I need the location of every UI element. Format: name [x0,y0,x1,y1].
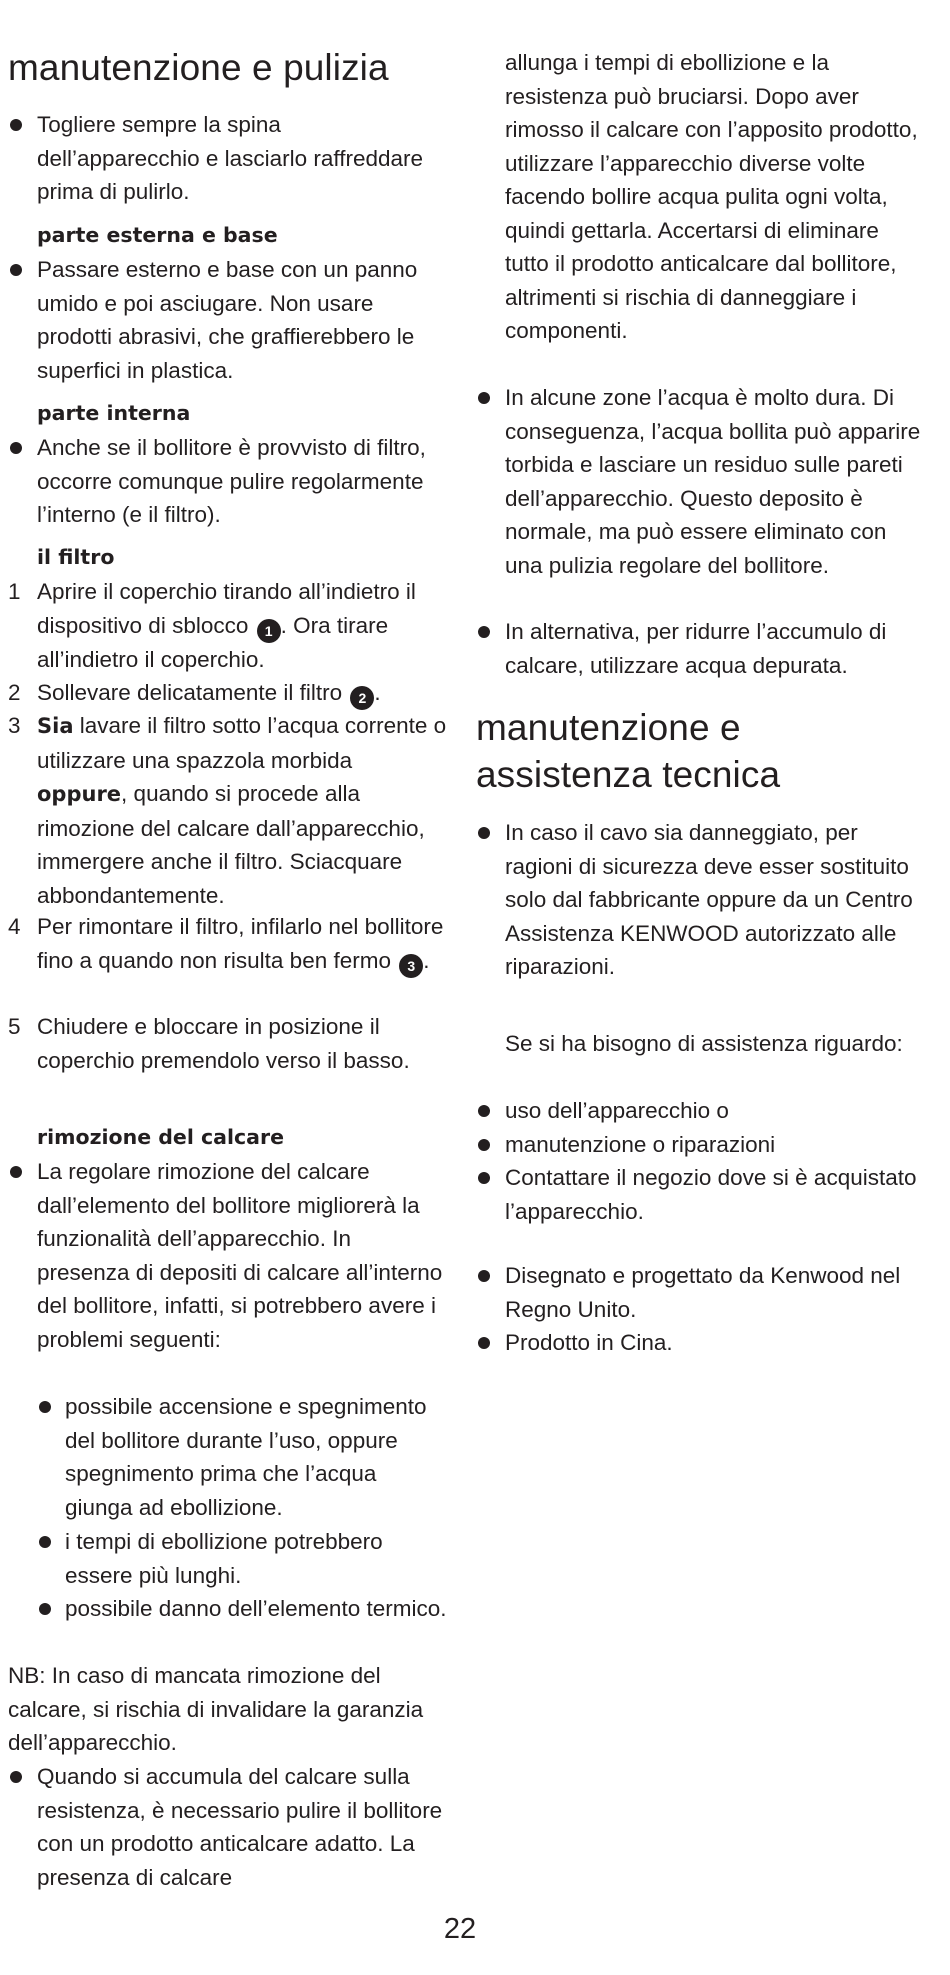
step-5: 5 Chiudere e bloccare in posizione il coperchio premendolo verso il basso. [8,1010,448,1077]
list-item: possibile accensione e spegnimento del bollitore durante l’uso, oppure spegnimento prima che l’acqua giunga ad ebollizione. [65,1394,427,1520]
nb-note: NB: In caso di mancata rimozione del calcare, si rischia di invalidare la garanzia dell’apparecchio. [8,1663,424,1755]
list-item: possibile danno dell’elemento termico. [65,1596,447,1621]
figure-ref-2: 2 [350,686,374,710]
list-item [8,1760,448,1894]
list-item [8,431,448,532]
intro-text: Togliere sempre la spina dell’apparecchio e lasciarlo raffreddare prima di pulirlo. [37,112,424,204]
figure-ref-1: 1 [257,619,281,643]
page-number: 22 [443,1913,477,1945]
descale-last-text: Quando si accumula del calcare sulla resistenza, è necessario pulire il bollitore con un prodotto anticalcare adatto. La presenza di calcare [37,1764,443,1890]
subheading-filter: il filtro [37,545,115,569]
subheading-descaling: rimozione del calcare [37,1125,285,1149]
exterior-text: Passare esterno e base con un panno umido e poi asciugare. Non usare prodotti abrasivi, che graffierebbero le superfici in plastica. [37,257,418,383]
step-1: 1 Aprire il coperchio tirando all’indietro il dispositivo di sblocco 1 . Ora tirare all’indietro il coperchio. [8,575,448,676]
step-number: 5 [8,1014,21,1039]
list-item: manutenzione o riparazioni [505,1132,776,1157]
subheading-exterior: parte esterna e base [37,223,278,247]
step-4: 4 Per rimontare il filtro, infilarlo nel bollitore fino a quando non risulta ben fermo 3 . [8,910,448,978]
cable-text: In caso il cavo sia danneggiato, per ragioni di sicurezza deve esser sostituito solo dal fabbricante oppure da un Centro Assistenza KENWOOD autorizzato alle riparazioni. [505,820,913,979]
list-item [476,381,926,582]
step-number: 1 [8,579,21,604]
step-2: 2 Sollevare delicatamente il filtro 2 . [8,676,448,710]
list-item: Disegnato e progettato da Kenwood nel Regno Unito. [505,1263,901,1322]
step-number: 4 [8,914,21,939]
step-number: 3 [8,713,21,738]
list-item [8,108,448,209]
continued-text: allunga i tempi di ebollizione e la resistenza può bruciarsi. Dopo aver rimosso il calcare con l’apposito prodotto, utilizzare l’apparecchio diverse volte facendo bollire acqua pulita ogni volta, quindi gettarla. Accertarsi di eliminare tutto il prodotto anticalcare dal bollitore, altrimenti si rischia di danneggiare i componenti. [505,50,918,343]
filtered-water-text: In alternativa, per ridurre l’accumulo di calcare, utilizzare acqua depurata. [505,619,887,678]
list-item: Contattare il negozio dove si è acquistato l’apparecchio. [505,1165,917,1224]
interior-text: Anche se il bollitore è provvisto di filtro, occorre comunque pulire regolarmente l’interno (e il filtro). [37,435,426,527]
hard-water-text: In alcune zone l’acqua è molto dura. Di conseguenza, l’acqua bollita può apparire torbida e lasciare un residuo sulle pareti dell’apparecchio. Questo deposito è normale, ma può essere eliminato con una pulizia regolare del bollitore. [505,385,921,578]
help-intro: Se si ha bisogno di assistenza riguardo: [505,1031,903,1056]
step-3: 3 Sia lavare il filtro sotto l’acqua corrente o utilizzare una spazzola morbida oppure, quando si procede alla rimozione del calcare dall’apparecchio, immergere anche il filtro. Sciacquare abbondantemente. [8,709,448,912]
subheading-interior: parte interna [37,401,191,425]
step-number: 2 [8,680,21,705]
list-item: Prodotto in Cina. [505,1330,673,1355]
figure-ref-3: 3 [399,954,423,978]
section-heading-maintenance-cleaning: manutenzione e pulizia [8,47,389,88]
list-item [8,253,448,387]
list-item [476,615,926,682]
list-item [476,816,926,984]
descale-intro-text: La regolare rimozione del calcare dall’elemento del bollitore migliorerà la funzionalità dell’apparecchio. In presenza di depositi di calcare all’interno del bollitore, infatti, si potrebbero avere i problemi seguenti: [37,1159,443,1352]
list-item: i tempi di ebollizione potrebbero essere più lunghi. [65,1529,383,1588]
list-item [8,1155,448,1356]
list-item: uso dell’apparecchio o [505,1098,729,1123]
section-heading-service: manutenzione e assistenza tecnica [476,707,781,795]
